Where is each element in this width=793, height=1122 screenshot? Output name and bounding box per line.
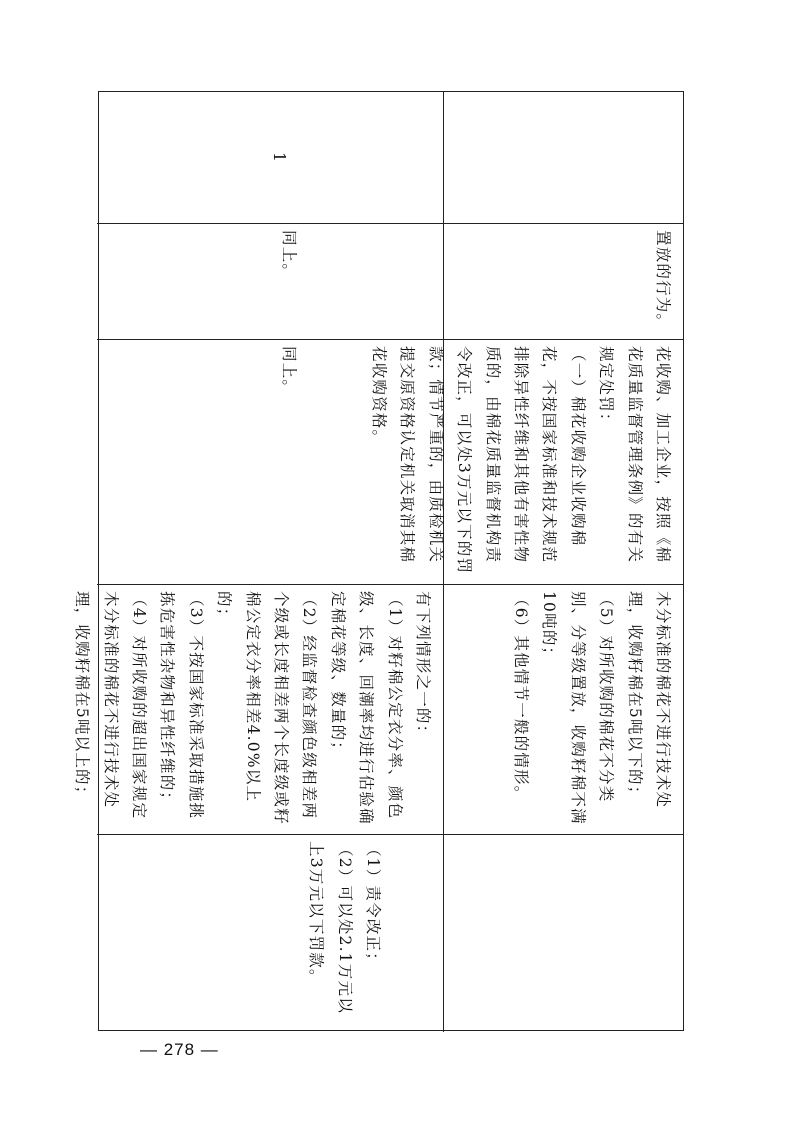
circumstance-item: （4）对所收购的超出国家规定木分标准的棉花不进行技术处理，收购籽棉在5吨以上的； xyxy=(73,591,148,820)
cell-violation: 同上。 xyxy=(97,223,443,339)
circumstance-item: （3）不按国家标准采取措施挑拣危害性杂物和异性纤维的； xyxy=(158,591,205,820)
circumstance-item: 有下列情形之一的： xyxy=(414,591,432,742)
cell-serial: 1 xyxy=(270,151,288,164)
cell-penalty xyxy=(97,834,443,1032)
page-number: — 278 — xyxy=(140,1040,219,1059)
legal-basis-paragraph: （一）棉花收购企业收购棉花，不按国家标准和技术规范排除异性纤维和其他有害性物质的，由棉花质量监督机构责令改正，可以处3万元以下的罚款；情节严重的，由质检机关提交原资格认定机关取消其棉花收购资格。 xyxy=(369,346,587,575)
circumstance-item: （6）其他情节一般的情形。 xyxy=(511,591,530,803)
cell-serial xyxy=(444,92,683,223)
cell-violation: 置放的行为。 xyxy=(444,223,683,339)
circumstance-item: （2）经监督检查颜色级相差两个级或长度相差两个长度级或籽棉公定衣分率相差4.0%以上的； xyxy=(215,591,319,825)
cell-legal-basis: 同上。 xyxy=(97,339,443,584)
table-row xyxy=(73,92,443,1032)
cell-circumstances xyxy=(73,584,443,834)
penalty-table xyxy=(73,91,684,1031)
circumstance-item: 木分标准的棉花不进行技术处理，收购籽棉在5吨以下的； xyxy=(625,591,672,809)
table-container xyxy=(73,91,684,1031)
circumstance-item: （1）对籽棉公定衣分率、颜色级、长度、回潮率均进行估验确定棉花等级、数量的； xyxy=(328,591,404,825)
cell-legal-basis xyxy=(369,339,683,584)
cell-circumstances xyxy=(444,584,683,834)
legal-basis-paragraph: 花收购、加工企业，按照《棉花质量监督管理条例》的有关规定处罚： xyxy=(597,346,672,564)
cell-penalty xyxy=(444,834,683,1032)
penalty-item: （2）可以处2.1万元以上3万元以下罚款。 xyxy=(307,841,354,1014)
circumstance-item: （5）对所收购的棉花不分类别、分等级置放，收购籽棉不满10吨的； xyxy=(540,591,616,825)
penalty-item: （1）责令改正； xyxy=(364,841,382,969)
